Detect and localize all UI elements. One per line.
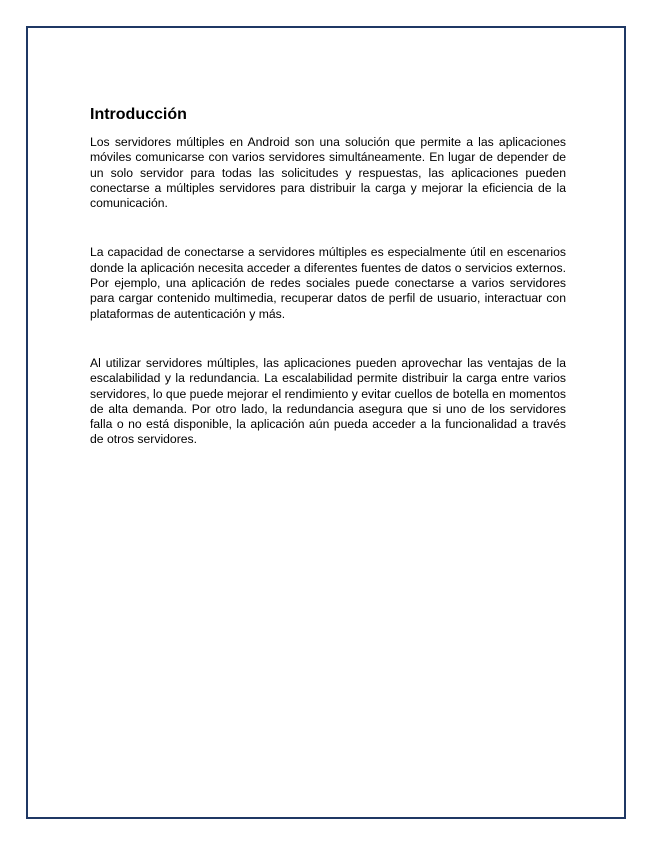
paragraph-1: Los servidores múltiples en Android son una solución que permite a las aplicaciones móviles comunicarse con varios servidores simultáneamente. En lugar de depender de un solo servidor para todas las solicitudes y respuestas, las aplicaciones pueden conectarse a múltiples servidores para distribuir la carga y mejorar la eficiencia de la comunicación. — [90, 135, 566, 211]
paragraph-2: La capacidad de conectarse a servidores múltiples es especialmente útil en escenarios donde la aplicación necesita acceder a diferentes fuentes de datos o servicios externos. Por ejemplo, una aplicación de redes sociales puede conectarse a varios servidores para cargar contenido multimedia, recuperar datos de perfil de usuario, interactuar con plataformas de autenticación y más. — [90, 245, 566, 321]
section-heading: Introducción — [90, 106, 187, 123]
paragraph-3: Al utilizar servidores múltiples, las aplicaciones pueden aprovechar las ventajas de la escalabilidad y la redundancia. La escalabilidad permite distribuir la carga entre varios servidores, lo que puede mejorar el rendimiento y evitar cuellos de botella en momentos de alta demanda. Por otro lado, la redundancia asegura que si uno de los servidores falla o no está disponible, la aplicación aún pueda acceder a la funcionalidad a través de otros servidores. — [90, 355, 566, 447]
page-content — [90, 105, 566, 448]
